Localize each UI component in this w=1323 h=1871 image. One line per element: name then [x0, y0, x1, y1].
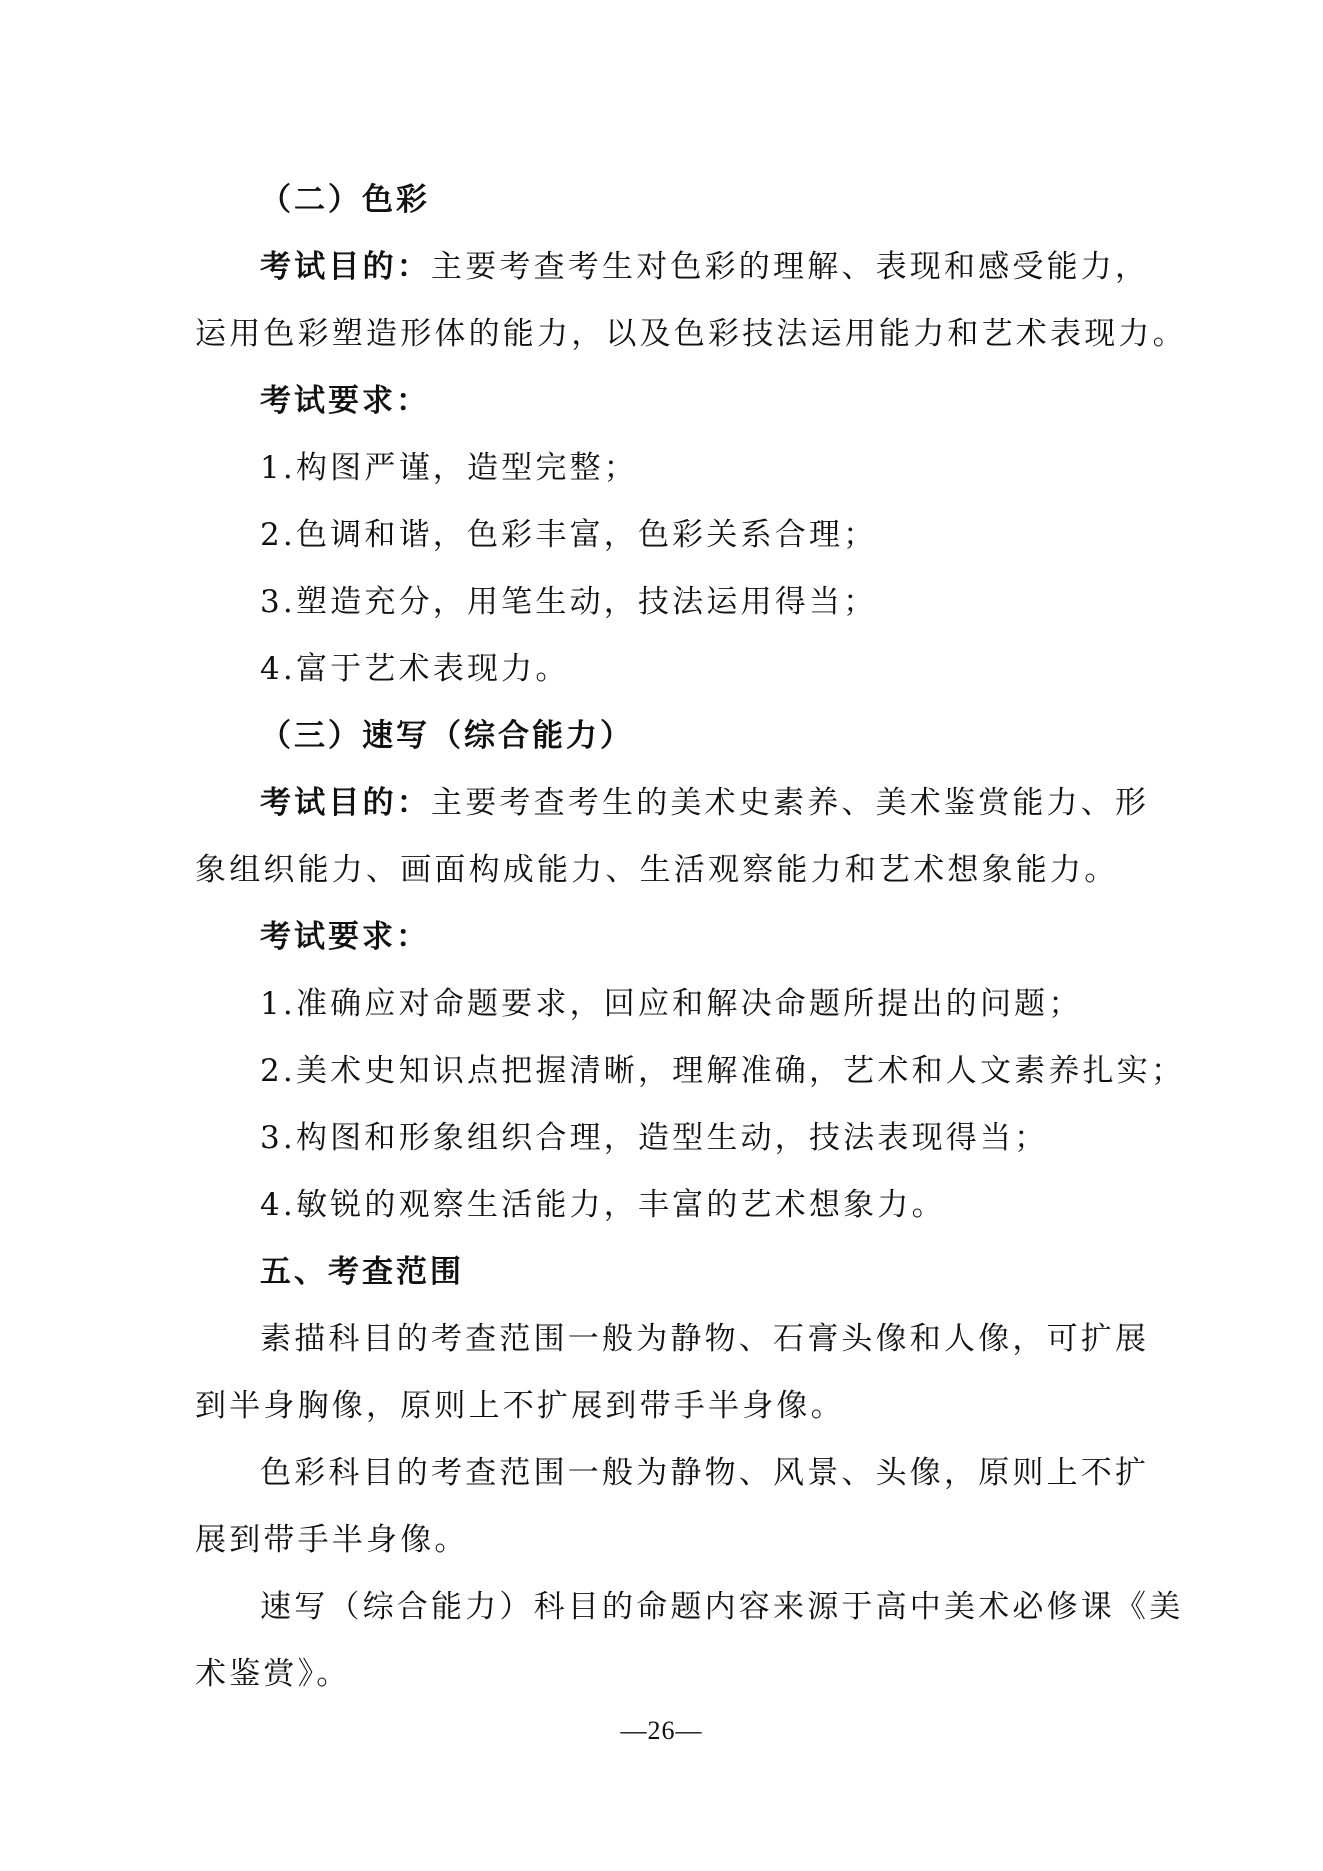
section-heading-color: （二）色彩 [260, 182, 430, 218]
color-requirement-item: 4.富于艺术表现力。 [260, 651, 570, 687]
color-purpose-label: 考试目的： [260, 249, 431, 285]
color-purpose-line-1 [260, 247, 1150, 287]
scope-paragraph-line: 术鉴赏》。 [195, 1656, 351, 1692]
scope-paragraph-line: 色彩科目的考查范围一般为静物、风景、头像，原则上不扩 [260, 1455, 1150, 1491]
scope-paragraph-line: 到半身胸像，原则上不扩展到带手半身像。 [195, 1388, 845, 1424]
scope-paragraph-line: 展到带手半身像。 [195, 1522, 469, 1558]
color-purpose-text: 主要考查考生对色彩的理解、表现和感受能力， [431, 249, 1150, 285]
section-heading-sketch: （三）速写（综合能力） [260, 718, 634, 754]
sketch-requirement-item: 3.构图和形象组织合理，造型生动，技法表现得当； [260, 1120, 1049, 1156]
color-requirement-item: 3.塑造充分，用笔生动，技法运用得当； [260, 584, 878, 620]
sketch-purpose-text: 主要考查考生的美术史素养、美术鉴赏能力、形 [431, 785, 1150, 821]
color-purpose-line-2: 运用色彩塑造形体的能力，以及色彩技法运用能力和艺术表现力。 [195, 316, 1187, 352]
sketch-requirements-label: 考试要求： [260, 919, 430, 955]
scope-paragraph-line: 素描科目的考查范围一般为静物、石膏头像和人像，可扩展 [260, 1321, 1150, 1357]
section-heading-scope: 五、考查范围 [260, 1254, 464, 1290]
scope-paragraph-line: 速写（综合能力）科目的命题内容来源于高中美术必修课《美 [260, 1589, 1184, 1625]
sketch-purpose-line-1 [260, 783, 1150, 823]
sketch-purpose-line-2: 象组织能力、画面构成能力、生活观察能力和艺术想象能力。 [195, 852, 1119, 888]
sketch-requirement-item: 4.敏锐的观察生活能力，丰富的艺术想象力。 [260, 1187, 946, 1223]
color-requirement-item: 2.色调和谐，色彩丰富，色彩关系合理； [260, 517, 878, 553]
sketch-requirement-item: 2.美术史知识点把握清晰，理解准确，艺术和人文素养扎实； [260, 1053, 1186, 1089]
sketch-requirement-item: 1.准确应对命题要求，回应和解决命题所提出的问题； [260, 986, 1083, 1022]
page-number: —26— [620, 1716, 703, 1745]
color-requirements-label: 考试要求： [260, 383, 430, 419]
color-requirement-item: 1.构图严谨，造型完整； [260, 450, 638, 486]
sketch-purpose-label: 考试目的： [260, 785, 431, 821]
